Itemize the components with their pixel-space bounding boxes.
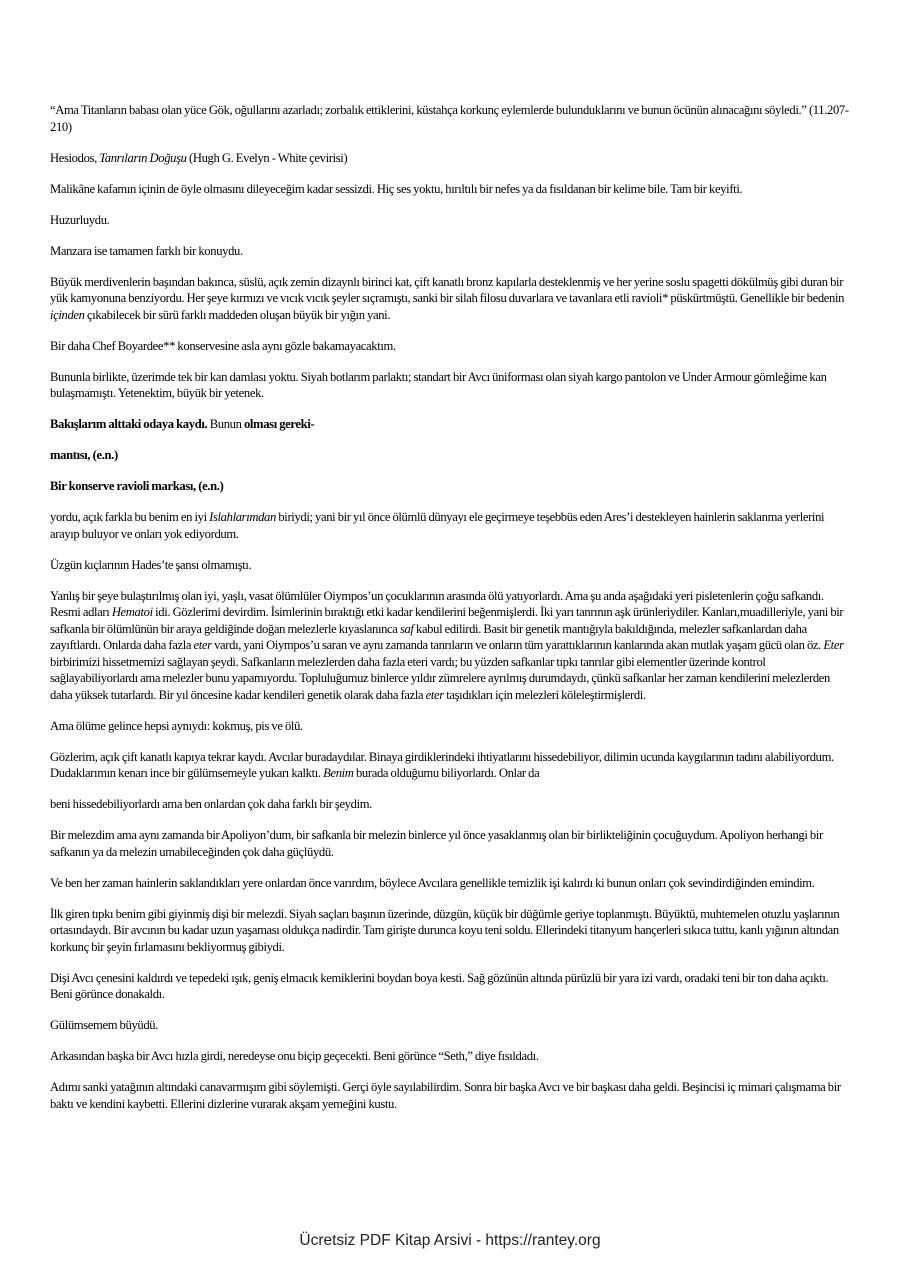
text-run: mantısı, (e.n.)	[50, 448, 118, 462]
text-run: Gülümsemem büyüdü.	[50, 1018, 159, 1032]
paragraph	[50, 557, 850, 574]
paragraph	[50, 274, 850, 324]
paragraph	[50, 749, 850, 782]
paragraph	[50, 102, 850, 135]
paragraph	[50, 970, 850, 1003]
paragraph	[50, 338, 850, 355]
text-run: burada olduğumu biliyorlardı. Onlar da	[353, 766, 540, 780]
italic-text: Islahlarımdan	[209, 510, 276, 524]
text-run: Büyük merdivenlerin başından bakınca, süslü, açık zemin dizaynlı birinci kat, çift kanatlı bronz kapılarla desteklenmiş ve her yerine soslu spagetti dökülmüş gibi duran bir yük kamyonuna benziyordu. Her şeye kırmızı ve vıcık vıcık şeyler sıçramıştı, sanki bir silah filosu duvarlara ve tavanlara etli ravioli* püskürtmüştü. Genellikle bir bedenin	[50, 274, 845, 305]
text-run: Malikâne kafamın içinin de öyle olmasını dileyeceğim kadar sessizdi. Hiç ses yoktu, hırıltılı bir nefes ya da fısıldanan bir kelime bile. Tam bir keyifti.	[50, 181, 743, 196]
text-run: Ama ölüme gelince hepsi aynıydı: kokmuş, pis ve ölü.	[50, 718, 303, 733]
italic-text: eter	[425, 687, 444, 702]
text-run: Bunun	[209, 417, 244, 431]
text-run: Dişi Avcı çenesini kaldırdı ve tepedeki ışık, geniş elmacık kemiklerini boydan boya kesti. Sağ gözünün altında pürüzlü bir yara izi vardı, oradaki teni bir ton daha açıktı. Beni görünce donakaldı.	[50, 970, 829, 1001]
text-run: Hesiodos,	[50, 150, 100, 165]
text-run: Bakışlarım alttaki odaya kaydı.	[50, 417, 210, 431]
paragraph	[50, 181, 850, 198]
paragraph	[50, 416, 850, 433]
paragraph	[50, 906, 850, 956]
book-page-body	[50, 102, 850, 1127]
italic-text: Eter	[823, 638, 844, 652]
paragraph	[50, 212, 850, 229]
text-run: Arkasından başka bir Avcı hızla girdi, neredeyse onu biçip geçecekti. Beni görünce “Seth,” diye fısıldadı.	[50, 1049, 539, 1063]
text-run: beni hissedebiliyorlardı ama ben onlardan çok daha farklı bir şeydim.	[50, 797, 372, 811]
paragraph	[50, 369, 850, 402]
text-run: Ve ben her zaman hainlerin saklandıkları yere onlardan önce varırdım, böylece Avcılara genellikle temizlik işi kalırdı ki bunun onları çok sevindirdiğinden emindim.	[50, 875, 815, 890]
text-run: Bir konserve ravioli markası, (e.n.)	[50, 479, 224, 493]
paragraph	[50, 478, 850, 495]
text-run: Gözlerim, açık çift kanatlı kapıya tekrar kaydı. Avcılar buradaydılar. Binaya girdiklerindeki ihtiyatlarını hissedebiliyor, dilimin ucunda kaygılarının tadını alabiliyordum. Dudaklarımın kenarı ince bir gülümsemeyle yukarı kalktı.	[50, 749, 834, 780]
italic-text: eter	[193, 638, 212, 652]
paragraph	[50, 796, 850, 813]
italic-text: Benim	[323, 766, 354, 780]
italic-text: içinden	[50, 307, 85, 322]
text-run: biriydi; yani bir yıl önce ölümlü dünyayı ele geçirmeye teşebbüs eden Ares’i destekleyen hainlerin saklanma yerlerini arayıp buluyor ve onları yok ediyordum.	[50, 510, 825, 541]
text-run: Üzgün kıçlarının Hades’te şansı olmamıştı.	[50, 557, 252, 572]
text-run: idi. Gözlerimi devirdim. İsimlerinin bıraktığı etki kadar kendilerini beğenmişlerdi. İki yarı tanrının aşk ürünleriydiler. Kanları,muadilleriyle, yani bir safkanla bir ölümlünün bir araya geldiğinde doğan melezlerle kıyaslanınca	[50, 605, 844, 636]
text-run: “Ama Titanların babası olan yüce Gök, oğullarını azarladı; zorbalık ettiklerini, küstahça korkunç eylemlerde bulunduklarını ve bunun öcünün alınacağını söyledi.” (11.207-210)	[50, 103, 849, 134]
text-run: vardı, yani Oiympos’u saran ve aynı zamanda tanrıların ve onların tüm yarattıklarının kanlarında akan mutlak yaşam gücü olan öz.	[211, 638, 824, 652]
text-run: olması gereki-	[243, 417, 315, 431]
text-run: (Hugh G. Evelyn - White çevirisi)	[186, 150, 348, 165]
footer-watermark: Ücretsiz PDF Kitap Arsivi - https://rantey.org	[299, 1232, 601, 1249]
paragraph	[50, 509, 850, 542]
text-run: birbirimizi hissetmemizi sağlayan şeydi. Safkanların melezlerden daha fazla eteri vardı; bu yüzden safkanlar tıpkı tanrılar gibi elementler üzerinde kontrol sağlayabiliyorlardı ama melezler bunu yapamıyordu. Topluluğumuz binlerce yıldır zümrelere ayrılmış durumdaydı, çünkü safkanlar her zaman kendilerini melezlerden daha yüksek tutarlardı. Bir yıl öncesine kadar kendileri genetik olarak daha fazla	[50, 654, 830, 702]
italic-text: Hematoi	[111, 605, 153, 619]
paragraph	[50, 1017, 850, 1034]
text-run: Manzara ise tamamen farklı bir konuydu.	[50, 243, 243, 258]
paragraph	[50, 875, 850, 892]
text-run: yordu, açık farkla bu benim en iyi	[50, 510, 210, 524]
text-run: çıkabilecek bir sürü farklı maddeden oluşan büyük bir yığın yani.	[84, 307, 391, 322]
italic-text: Tanrıların Doğuşu	[99, 150, 187, 165]
text-run: taşıdıkları için melezleri köleleştirmişlerdi.	[443, 687, 646, 702]
text-run: Bir melezdim ama aynı zamanda bir Apoliyon’dum, bir safkanla bir melezin binlerce yıl önce yasaklanmış olan bir birlikteliğinin çocuğuydum. Apoliyon herhangi bir safkanın ya da melezin umabileceğinden çok daha güçlüydü.	[50, 828, 823, 859]
paragraph	[50, 1079, 850, 1112]
text-run: Yanlış bir şeye bulaştırılmış olan iyi, yaşlı, vasat ölümlüler Oiympos’un çocuklarının arasında ölü yatıyorlardı. Ama şu anda aşağıdaki yeri pisletenlerin çoğu safkandı. Resmi adları	[50, 588, 824, 619]
paragraph	[50, 243, 850, 260]
paragraph	[50, 827, 850, 860]
paragraph	[50, 150, 850, 167]
text-run: İlk giren tıpkı benim gibi giyinmiş dişi bir melezdi. Siyah saçları başının üzerinde, düzgün, küçük bir düğümle geriye toplanmıştı. Büyüktü, muhtemelen otuzlu yaşlarının ortasındaydı. Bir avcının bu kadar uzun yaşaması oldukça nadirdir. Tam girişte durunca koyu teni soldu. Ellerindeki titanyum hançerleri sıkıca tuttu, kanlı yığının altından korkunç bir şeyin fırlamasını bekliyormuş gibiydi.	[50, 906, 840, 954]
text-run: Huzurluydu.	[50, 212, 110, 227]
paragraph	[50, 447, 850, 464]
text-run: Adımı sanki yatağının altındaki canavarmışım gibi söylemişti. Gerçi öyle sayılabilirdim. Sonra bir başka Avcı ve bir başkası daha geldi. Beşincisi iç mimari çalışmama bir baktı ve kendini kaybetti. Ellerini dizlerine vurarak akşam yemeğini kustu.	[50, 1080, 841, 1111]
text-run: Bir daha Chef Boyardee** konservesine asla aynı gözle bakamayacaktım.	[50, 338, 396, 353]
paragraph	[50, 588, 850, 704]
paragraph	[50, 1048, 850, 1065]
paragraph	[50, 718, 850, 735]
text-run: Bununla birlikte, üzerimde tek bir kan damlası yoktu. Siyah botlarım parlaktı; standart bir Avcı üniforması olan siyah kargo pantolon ve Under Armour gömleğime kan bulaşmamıştı. Yetenektim, büyük bir yetenek.	[50, 369, 827, 400]
italic-text: saf	[399, 621, 414, 636]
text-run: kabul edilirdi. Basit bir genetik mantığıyla bakıldığında, melezler safkanlardan daha zayıftlardı. Onlarda daha fazla	[50, 621, 807, 652]
